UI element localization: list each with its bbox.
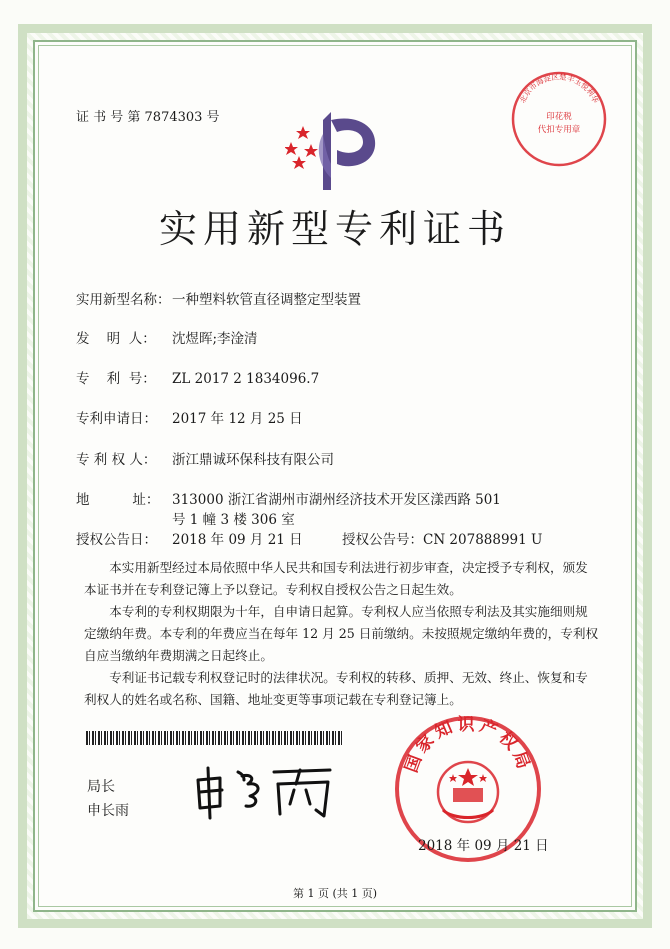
field-label: 发 明 人： — [76, 331, 156, 347]
field-inventor — [76, 329, 258, 349]
cnipa-logo-icon — [285, 104, 385, 192]
field-address-label — [76, 490, 172, 510]
page-footer: 第 1 页 (共 1 页) — [292, 887, 378, 900]
tax-stamp-icon — [509, 69, 609, 169]
barcode — [86, 731, 344, 745]
body-paragraph: 专利证书记载专利权登记时的法律状况。专利权的转移、质押、无效、终止、恢复和专利权人的姓名或名称、国籍、地址变更等事项记载在专利登记簿上。 — [84, 670, 588, 707]
field-announcement — [76, 530, 542, 550]
svg-text:国家知识产权局 — [402, 715, 535, 775]
field-label: 专 利 号： — [76, 371, 156, 387]
body-paragraph: 本专利的专利权期限为十年，自申请日起算。专利权人应当依照专利法及其实施细则规定缴纳年费。本专利的年费应当在每年 12 月 25 日前缴纳。未按照规定缴纳年费的，专利权自应当缴纳年费期满之日起终止。 — [84, 604, 599, 663]
field-value: 2018 年 09 月 21 日 — [172, 532, 303, 548]
seal-date: 2018 年 09 月 21 日 — [418, 838, 549, 854]
director-title: 局长 — [87, 779, 115, 795]
svg-text:北京市海淀区楚丰玉悦利华: 北京市海淀区楚丰玉悦利华 — [517, 72, 601, 105]
field-value: ZL 2017 2 1834096.7 — [172, 371, 320, 387]
field-label: 授权公告号： — [342, 532, 423, 548]
director-name: 申长雨 — [87, 803, 129, 819]
field-label: 实用新型名称： — [76, 292, 171, 308]
signature-icon — [190, 762, 340, 822]
field-label: 地 址： — [76, 492, 160, 508]
certificate-body — [84, 557, 599, 711]
field-value: 2017 年 12 月 25 日 — [172, 411, 303, 427]
certificate-title: 实用新型专利证书 — [158, 207, 511, 251]
field-label: 专 利 权 人： — [76, 452, 157, 468]
seal-text: 国家知识产权局 — [401, 714, 535, 776]
field-value: 沈煜晖;李淦清 — [172, 331, 258, 347]
certificate-number: 证 书 号 第 7874303 号 — [76, 110, 220, 125]
field-value: CN 207888991 U — [423, 532, 543, 548]
field-label: 授权公告日： — [76, 532, 157, 548]
field-application-date — [76, 409, 303, 429]
field-value: 浙江鼎诚环保科技有限公司 — [172, 452, 334, 468]
field-utility-model-name — [76, 290, 361, 310]
field-address-value: 313000 浙江省湖州市湖州经济技术开发区漾西路 501 号 1 幢 3 楼 306 室 — [172, 492, 501, 528]
field-label: 专利申请日： — [76, 411, 157, 427]
body-paragraph: 本实用新型经过本局依照中华人民共和国专利法进行初步审查，决定授予专利权，颁发本证书并在专利登记簿上予以登记。专利权自授权公告之日起生效。 — [84, 560, 588, 597]
field-patentee — [76, 450, 334, 470]
field-patent-number — [76, 369, 319, 389]
svg-text:代扣专用章: 代扣专用章 — [537, 125, 581, 135]
field-value: 一种塑料软管直径调整定型装置 — [172, 292, 361, 308]
svg-text:印花税: 印花税 — [546, 112, 572, 122]
